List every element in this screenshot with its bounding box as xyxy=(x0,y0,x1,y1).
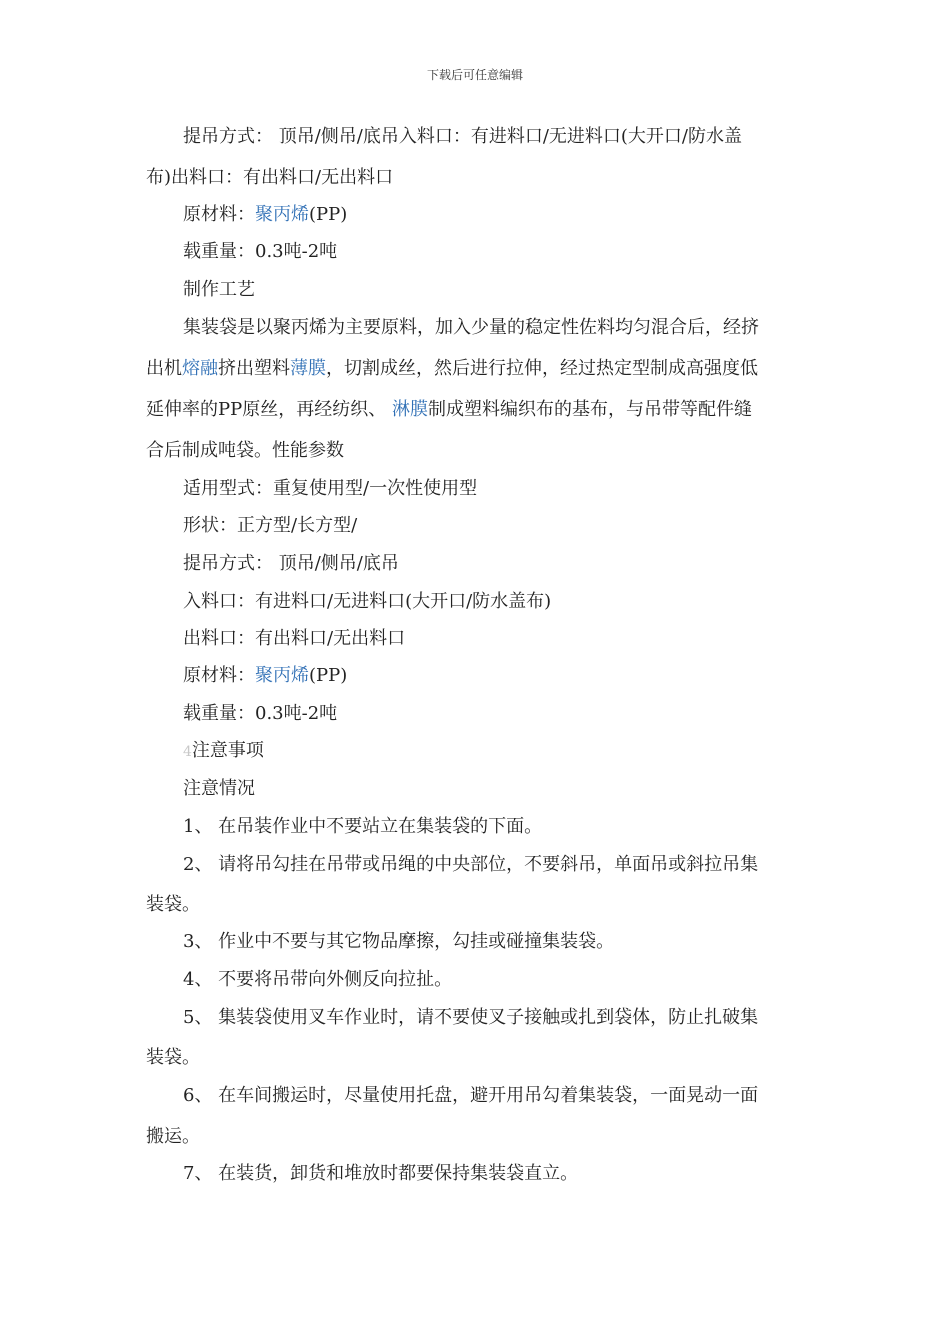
polypropylene-link[interactable]: 聚丙烯 xyxy=(255,665,309,686)
heading-precautions xyxy=(183,731,796,772)
paragraph-process-line2 xyxy=(146,349,796,389)
paragraph-applicable-type: 适用型式：重复使用型/一次性使用型 xyxy=(183,478,478,499)
list-item: 6、 在车间搬运时，尽量使用托盘，避开用吊勾着集装袋，一面晃动一面 xyxy=(183,1085,759,1106)
list-item: 3、 作业中不要与其它物品摩擦，勾挂或碰撞集装袋。 xyxy=(183,931,615,952)
paragraph-inlet: 入料口：有进料口/无进料口(大开口/防水盖布) xyxy=(183,591,552,612)
text-span: 延伸率的PP原丝，再经纺织、 xyxy=(146,399,392,420)
polypropylene-link[interactable]: 聚丙烯 xyxy=(255,204,309,225)
raw-material-label: 原材料： xyxy=(183,665,255,686)
text-span: 挤出塑料 xyxy=(218,358,290,379)
heading-text: 注意事项 xyxy=(191,740,264,761)
paragraph-lifting-method: 提吊方式： 顶吊/侧吊/底吊 xyxy=(183,553,399,574)
list-item-continuation: 装袋。 xyxy=(146,1047,200,1068)
paragraph-outlet: 布)出料口：有出料口/无出料口 xyxy=(146,167,394,188)
lamination-link[interactable]: 淋膜 xyxy=(391,399,428,420)
melting-link[interactable]: 熔融 xyxy=(182,358,218,379)
paragraph-process-line1: 集装袋是以聚丙烯为主要原料，加入少量的稳定性佐料均匀混合后，经挤 xyxy=(183,317,759,338)
list-item-continuation: 装袋。 xyxy=(146,894,200,915)
raw-material-label: 原材料： xyxy=(183,204,255,225)
film-link[interactable]: 薄膜 xyxy=(290,358,326,379)
paragraph-outlet-2: 出料口：有出料口/无出料口 xyxy=(183,628,406,649)
paragraph-process-line3 xyxy=(146,390,796,430)
list-item-continuation: 搬运。 xyxy=(146,1126,200,1147)
paragraph-load-capacity: 载重量：0.3吨-2吨 xyxy=(183,241,338,262)
list-item: 7、 在装货，卸货和堆放时都要保持集装袋直立。 xyxy=(183,1163,579,1184)
text-span: 制成塑料编织布的基布，与吊带等配件缝 xyxy=(427,399,752,420)
text-span: 出机 xyxy=(146,358,182,379)
list-item: 4、 不要将吊带向外侧反向拉扯。 xyxy=(183,969,453,990)
heading-manufacturing-process: 制作工艺 xyxy=(183,279,255,300)
list-item: 5、 集装袋使用叉车作业时，请不要使叉子接触或扎到袋体，防止扎破集 xyxy=(183,1007,759,1028)
paragraph-shape: 形状：正方型/长方型/ xyxy=(183,515,358,536)
list-item: 2、 请将吊勾挂在吊带或吊绳的中央部位，不要斜吊，单面吊或斜拉吊集 xyxy=(183,854,759,875)
raw-material-suffix: (PP) xyxy=(309,204,348,225)
paragraph-process-line4: 合后制成吨袋。性能参数 xyxy=(146,440,344,461)
page-header: 下载后可任意编辑 xyxy=(426,68,523,82)
list-item: 1、 在吊装作业中不要站立在集装袋的下面。 xyxy=(183,816,543,837)
paragraph-lifting-method-inlet: 提吊方式： 顶吊/侧吊/底吊入料口：有进料口/无进料口(大开口/防水盖 xyxy=(183,126,742,147)
paragraph-raw-material xyxy=(183,195,796,235)
heading-precaution-situations: 注意情况 xyxy=(183,778,255,799)
text-span: ，切割成丝，然后进行拉伸，经过热定型制成高强度低 xyxy=(326,358,758,379)
paragraph-raw-material-2 xyxy=(183,656,796,696)
paragraph-load-capacity-2: 载重量：0.3吨-2吨 xyxy=(183,703,338,724)
section-number: 4 xyxy=(183,744,192,760)
raw-material-suffix: (PP) xyxy=(309,665,348,686)
